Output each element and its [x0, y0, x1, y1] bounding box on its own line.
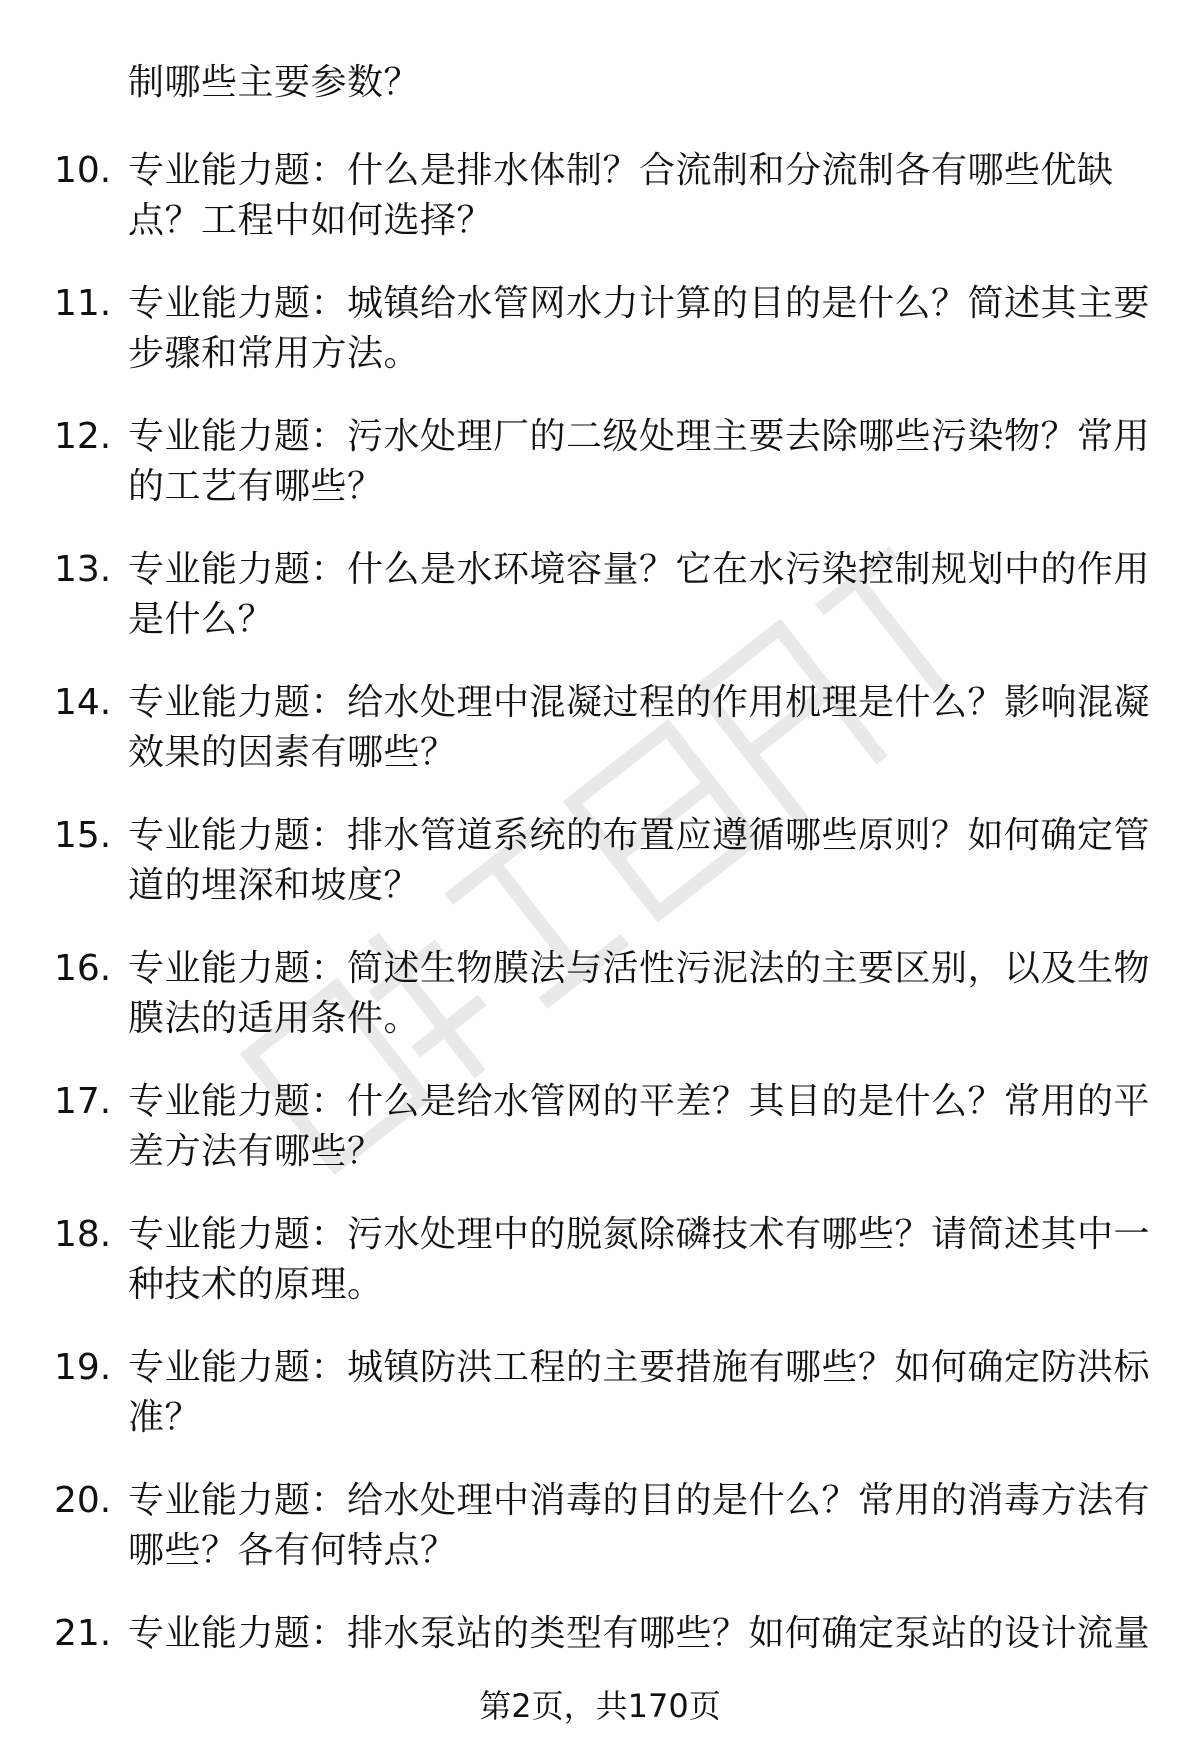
- question-number: 19.: [54, 1347, 112, 1388]
- question-number: 11.: [54, 283, 112, 324]
- question-text: 专业能力题：城镇给水管网水力计算的目的是什么？简述其主要步骤和常用方法。: [128, 283, 1151, 374]
- question-number: 17.: [54, 1081, 112, 1122]
- question-number: 10.: [54, 150, 112, 191]
- question-number: 13.: [54, 549, 112, 590]
- question-item: [0, 279, 1200, 412]
- question-item: [0, 1210, 1200, 1343]
- question-number: 12.: [54, 416, 112, 457]
- question-number: 18.: [54, 1214, 112, 1255]
- question-number: 21.: [54, 1613, 112, 1654]
- question-number: 20.: [54, 1480, 112, 1521]
- page-number-footer: 第2页，共170页: [479, 1687, 721, 1725]
- question-text: 专业能力题：什么是排水体制？合流制和分流制各有哪些优缺点？工程中如何选择？: [128, 150, 1114, 241]
- question-number: 14.: [54, 682, 112, 723]
- question-text: 专业能力题：给水处理中混凝过程的作用机理是什么？影响混凝效果的因素有哪些？: [128, 682, 1151, 773]
- question-text: 专业能力题：简述生物膜法与活性污泥法的主要区别，以及生物膜法的适用条件。: [128, 948, 1151, 1039]
- continued-question-text: 制哪些主要参数？: [128, 62, 421, 103]
- question-text: 专业能力题：什么是水环境容量？它在水污染控制规划中的作用是什么？: [128, 549, 1151, 640]
- question-item: [0, 1077, 1200, 1210]
- question-text: 专业能力题：什么是给水管网的平差？其目的是什么？常用的平差方法有哪些？: [128, 1081, 1151, 1172]
- question-item: [0, 811, 1200, 944]
- question-text: 专业能力题：污水处理中的脱氮除磷技术有哪些？请简述其中一种技术的原理。: [128, 1214, 1151, 1305]
- question-number: 16.: [54, 948, 112, 989]
- question-item: [0, 412, 1200, 545]
- question-number: 15.: [54, 815, 112, 856]
- question-item: [0, 1476, 1200, 1609]
- question-item: [0, 678, 1200, 811]
- question-item: [0, 545, 1200, 678]
- question-item: [0, 146, 1200, 279]
- question-list: [0, 146, 1200, 1742]
- question-item: [0, 944, 1200, 1077]
- question-item: [0, 1343, 1200, 1476]
- question-text: 专业能力题：城镇防洪工程的主要措施有哪些？如何确定防洪标准？: [128, 1347, 1151, 1438]
- question-text: 专业能力题：给水处理中消毒的目的是什么？常用的消毒方法有哪些？各有何特点？: [128, 1480, 1151, 1571]
- question-text: 专业能力题：排水泵站的类型有哪些？如何确定泵站的设计流量: [128, 1613, 1151, 1654]
- question-text: 专业能力题：排水管道系统的布置应遵循哪些原则？如何确定管道的埋深和坡度？: [128, 815, 1151, 906]
- question-text: 专业能力题：污水处理厂的二级处理主要去除哪些污染物？常用的工艺有哪些？: [128, 416, 1151, 507]
